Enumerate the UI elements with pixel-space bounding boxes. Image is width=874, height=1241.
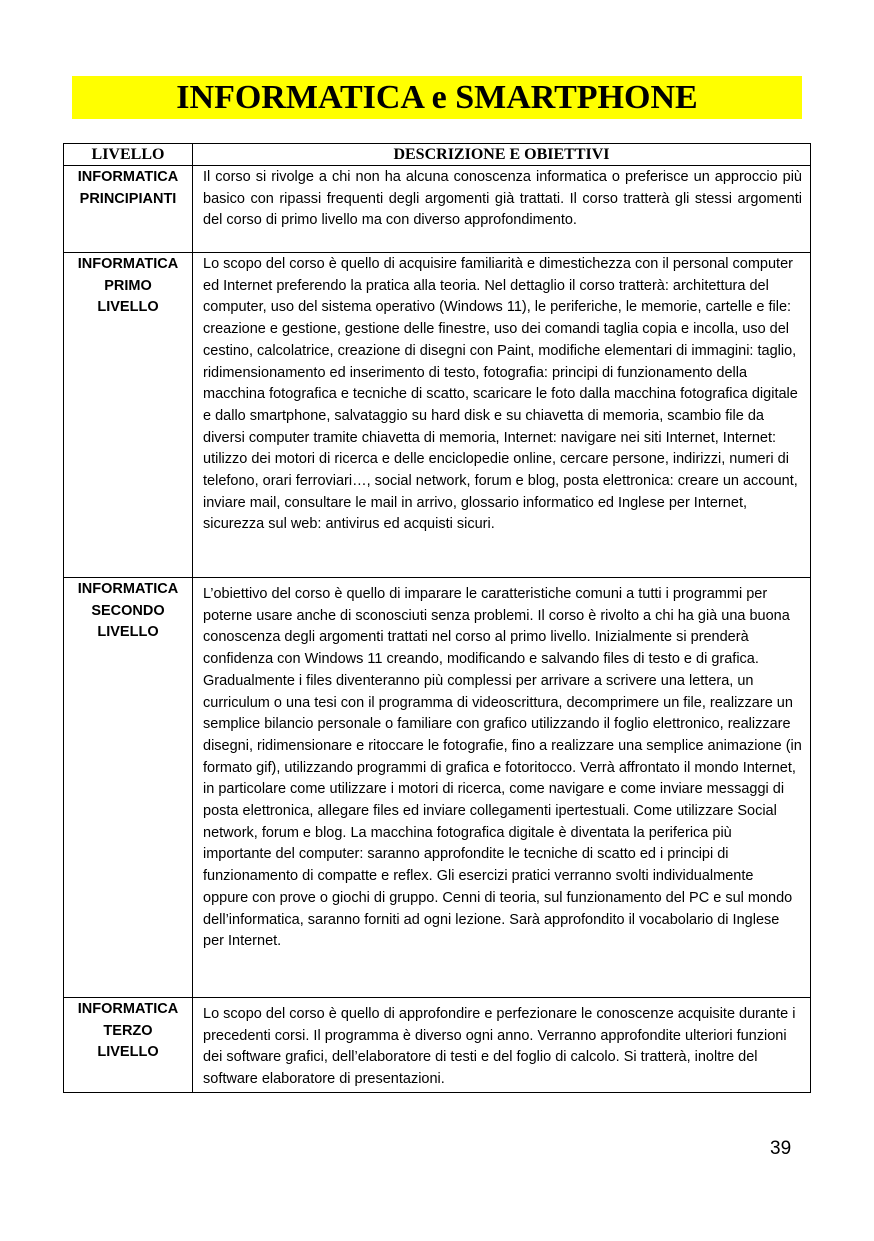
- description-text: L’obiettivo del corso è quello di imparare le caratteristiche comuni a tutti i programmi per poterne usare anche di sconosciuti senza problemi. Il corso è rivolto a chi ha già una buona conoscenza degli argomenti trattati nel corso al primo livello. Inizialmente si prenderà confidenza con Windows 11 creando, modificando e salvando files di testo e di grafica. Gradualmente i files diventeranno più complessi per arrivare a scrivere una lettera, un curriculum o una tesi con il programma di videoscrittura, decomprimere un file, realizzare un semplice bilancio personale o familiare con grafico utilizzando il foglio elettronico, realizzare disegni, ridimensionare e ritoccare le fotografie, fino a realizzare una semplice animazione (in formato gif), utilizzando programmi di grafica e fotoritocco. Verrà affrontato il mondo Internet, in particolare come utilizzare i motori di ricerca, come navigare e come inviare messaggi di posta elettronica, allegare files ed inviare collegamenti ipertestuali. Come utilizzare Social network, forum e blog. La macchina fotografica digitale è diventata la periferica più importante del computer: saranno approfondite le tecniche di scatto ed i principi di funzionamento di compatte e reflex. Gli esercizi pratici verranno svolti individualmente oppure con prove o giochi di gruppo. Cenni di teoria, sul funzionamento del PC e sul mondo dell’informatica, saranno forniti ad ogni lezione. Sarà approfondito il vocabolario di Inglese per Internet.: [203, 586, 802, 950]
- table-row: [64, 578, 811, 998]
- description-cell: [193, 166, 811, 253]
- page-title: INFORMATICA e SMARTPHONE: [72, 76, 802, 119]
- description-text: Il corso si rivolge a chi non ha alcuna conoscenza informatica o preferisce un approccio più basico con ripassi frequenti degli argomenti già trattati. Il corso tratterà gli stessi argomenti del corso di primo livello ma con diverso approfondimento.: [203, 169, 802, 229]
- level-label: INFORMATICA TERZO LIVELLO: [77, 1001, 179, 1061]
- description-cell: [193, 253, 811, 578]
- description-cell: [193, 578, 811, 998]
- courses-table: [63, 143, 811, 1093]
- description-text: Lo scopo del corso è quello di approfondire e perfezionare le conoscenze acquisite durante i precedenti corsi. Il programma è diverso ogni anno. Verranno approfondite ulteriori funzioni dei software grafici, dell’elaboratore di testi e del foglio di calcolo. Si tratterà, inoltre del software elaboratore di presentazioni.: [203, 1006, 796, 1088]
- table-row: [64, 998, 811, 1093]
- level-cell: [64, 578, 193, 998]
- table-row: [64, 166, 811, 253]
- level-label: INFORMATICA SECONDO LIVELLO: [77, 581, 179, 641]
- table-row: [64, 253, 811, 578]
- level-cell: [64, 998, 193, 1093]
- description-text: Lo scopo del corso è quello di acquisire familiarità e dimestichezza con il personal computer ed Internet preferendo la pratica alla teoria. Nel dettaglio il corso tratterà: architettura del computer, uso del sistema operativo (Windows 11), le periferiche, le memorie, cartelle e file: creazione e gestione, gestione delle finestre, uso dei comandi taglia copia e incolla, uso del cestino, calcolatrice, creazione di disegni con Paint, modifiche elementari di immagini: taglio, ridimensionamento ed inserimento di testo, fotografia: principi di funzionamento della macchina fotografica e tecniche di scatto, scaricare le foto dalla macchina fotografica digitale e dallo smartphone, salvataggio su hard disk e su chiavetta di memoria, scambio file da diversi computer tramite chiavetta di memoria, Internet: navigare nei siti Internet, Internet: utilizzo dei motori di ricerca e delle enciclopedie online, cercare persone, indirizzi, numeri di telefono, orari ferroviari…, social network, forum e blog, posta elettronica: creare un account, inviare mail, consultare le mail in arrivo, glossario informatico ed Inglese per Internet, sicurezza sul web: antivirus ed acquisti sicuri.: [203, 256, 798, 533]
- level-cell: [64, 166, 193, 253]
- page-number: 39: [770, 1138, 792, 1159]
- level-label: INFORMATICA PRINCIPIANTI: [77, 169, 179, 207]
- description-cell: [193, 998, 811, 1093]
- description-column-header: DESCRIZIONE E OBIETTIVI: [193, 144, 811, 166]
- level-cell: [64, 253, 193, 578]
- level-label: INFORMATICA PRIMO LIVELLO: [77, 256, 179, 316]
- table-header-row: [64, 144, 811, 166]
- level-column-header: LIVELLO: [64, 144, 193, 166]
